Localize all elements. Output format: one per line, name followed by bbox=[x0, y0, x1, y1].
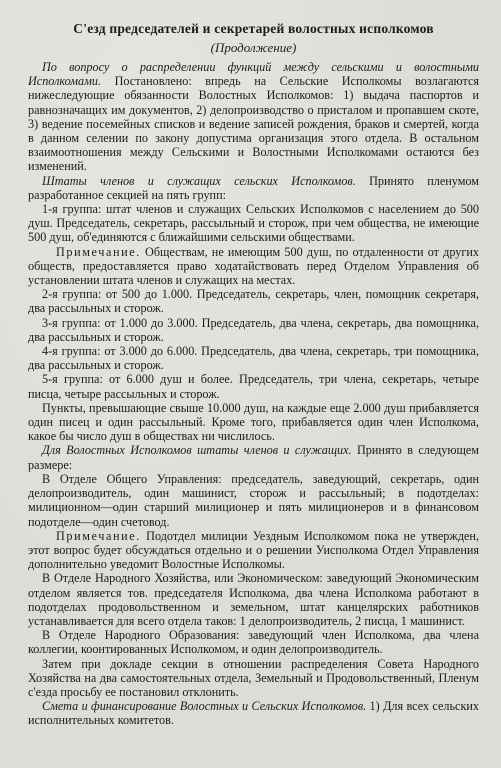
paragraph bbox=[28, 60, 479, 174]
paragraph bbox=[28, 571, 479, 628]
paragraph-lead: Смета и финансирование Волостных и Сельских Исполкомов. bbox=[42, 699, 367, 714]
paragraph-text: Подотдел милиции Уездным Исполкомом пока не утвержден, этот вопрос будет обсуждаться отдельно и о решении Уисполкома Отдел Управления дополнительно уведомит Волостные Исполкомы. bbox=[28, 528, 479, 572]
paragraph bbox=[28, 628, 479, 656]
paragraph-text: Обществам, не имеющим 500 душ, по отдаленности от других обществ, предоставляется право ходатайствовать перед Отделом Управления об установлении штата членов и служащих на местах. bbox=[28, 244, 479, 288]
paragraph bbox=[28, 443, 479, 471]
paragraph bbox=[28, 699, 479, 727]
paragraph-lead: Штаты членов и служащих сельских Исполкомов. bbox=[42, 173, 356, 188]
paragraph bbox=[28, 472, 479, 529]
paragraph-text: Принято в следующем размере: bbox=[28, 443, 479, 472]
paragraph-text: Пункты, превышающие свыше 10.000 душ, на каждые еще 2.000 душ прибавляется один писец и один рассыльный. Кроме того, прибавляется один член Исполкома, какое бы число душ в обществах ни числилось. bbox=[28, 400, 479, 444]
paragraph bbox=[28, 174, 479, 202]
paragraph-text: 2-я группа: от 500 до 1.000. Председатель, секретарь, член, помощник секретаря, два рассыльных и сторож. bbox=[28, 287, 479, 316]
note-label: Примечание. bbox=[56, 244, 141, 259]
paragraph bbox=[28, 401, 479, 444]
paragraph-text: В Отделе Народного Образования: заведующий член Исполкома, два члена коллегии, коонтированных Исполкомом, и один делопроизводитель. bbox=[28, 628, 479, 657]
paragraph-text: Постановлено: впредь на Сельские Исполкомы возлагаются нижеследующие обязанности Волостных Исполкомов: 1) выдача паспортов и равнозначащих им документов, 2) делопроизводство о присталом и пропавшем скоте, 3) ведение посемейных списков и ведение записей рождения, браков и смертей, когда в данном селении по закону допустима организация этого отдела. В остальном взаимоотношения между Сельскими и Волостными Исполкомами остаются без изменений. bbox=[28, 74, 479, 174]
paragraph-text: Принято пленумом разработанное секцией на пять групп: bbox=[28, 173, 479, 202]
paragraph-text: В Отделе Общего Управления: председатель, заведующий, секретарь, один делопроизводитель, один машинист, сторож и рассыльный; в подотделах: милиционном—один старший милиционер и пять милиционеров и в финансовом подотделе—один счетовод. bbox=[28, 471, 479, 529]
paragraph-text: 5-я группа: от 6.000 душ и более. Председатель, три члена, секретарь, четыре писца, четыре рассыльных и сторож. bbox=[28, 372, 479, 401]
paragraph bbox=[28, 372, 479, 400]
paragraph bbox=[28, 316, 479, 344]
paragraph-text: Затем при докладе секции в отношении распределения Совета Народного Хозяйства на два самостоятельных отдела, Земельный и Продовольственный, Пленум с'езда просьбу ее постановил отклонить. bbox=[28, 656, 479, 699]
paragraph-text: 4-я группа: от 3.000 до 6.000. Председатель, два члена, секретарь, три помощника, два рассыльных и сторож. bbox=[28, 344, 479, 373]
paragraph bbox=[28, 344, 479, 372]
paragraph-text: В Отделе Народного Хозяйства, или Экономическом: заведующий Экономическим отделом является тов. председателя Исполкома, два члена Исполкома работают в подотделах продовольственном и земельном, штат канцелярских работников устанавливается для всего отдела таков: 1 делопроизводитель, 2 писца, 1 машинист. bbox=[28, 571, 479, 628]
note-paragraph bbox=[28, 245, 479, 288]
paragraph bbox=[28, 202, 479, 245]
page-title: С'езд председателей и секретарей волостных исполкомов bbox=[73, 21, 434, 36]
page-subtitle: (Продолжение) bbox=[210, 40, 297, 55]
paragraph-lead: Для Волостных Исполкомов штаты членов и служащих. bbox=[42, 443, 352, 458]
paragraph bbox=[28, 657, 479, 700]
paragraph bbox=[28, 287, 479, 315]
paragraph-text: 3-я группа: от 1.000 до 3.000. Председатель, два члена, секретарь, два помощника, два рассыльных и сторож. bbox=[28, 315, 479, 344]
note-label: Примечание. bbox=[56, 528, 141, 543]
paragraph-text: 1) Для всех сельских исполнительных комитетов. bbox=[28, 699, 479, 728]
paragraph-lead: По вопросу о распределении функций между сельскими и волостными Исполкомами. bbox=[28, 60, 479, 89]
note-paragraph bbox=[28, 529, 479, 572]
paragraph-text: 1-я группа: штат членов и служащих Сельских Исполкомов с населением до 500 душ. Председатель, секретарь, рассыльный и сторож, при чем общества, не имеющие 500 душ, об'единяются с ближайшими сельскими обществами. bbox=[28, 202, 479, 245]
